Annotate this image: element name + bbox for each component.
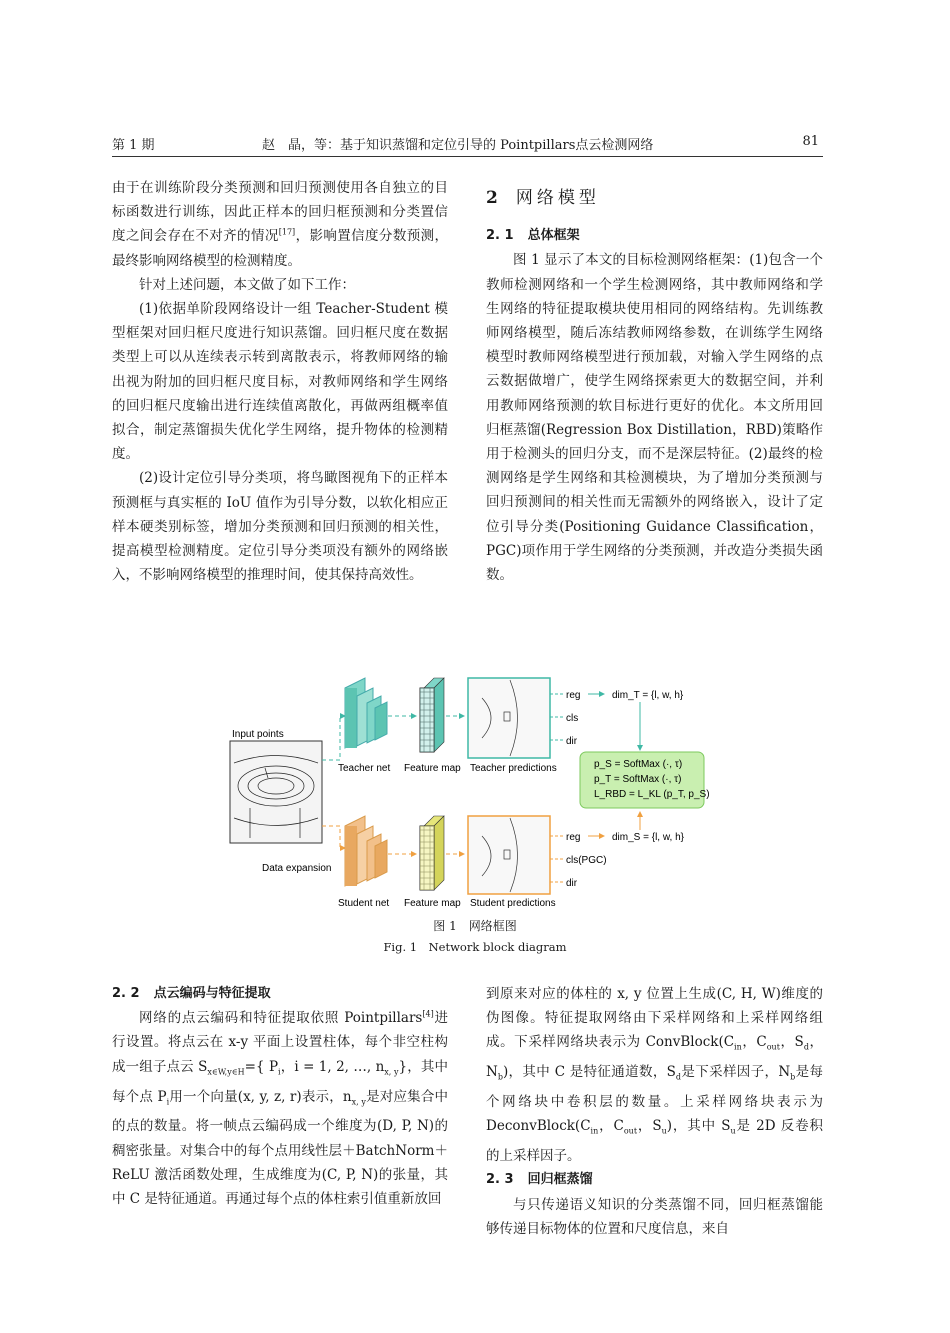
running-title: 赵 晶，等：基于知识蒸馏和定位引导的 Pointpillars点云检测网络 [262, 138, 654, 153]
citation: [17] [278, 227, 296, 237]
teacher-predictions-image [468, 678, 550, 758]
paragraph: 针对上述问题，本文做了如下工作： [139, 276, 355, 293]
subsection-heading: 2. 2 点云编码与特征提取 [112, 986, 271, 1001]
input-points-image [230, 741, 322, 843]
paragraph: 网络的点云编码和特征提取依照 Pointpillars[4]进行设置。将点云在 x-y 平面上设置柱体，每个非空柱构成一组子点云 $S_{x\in W,y\in H}=${ $P_i$，i = 1, 2, …, $n_{x, y}$}，其中每个点 $P_i$用一个向量(x, y, z, r)表示，$n_{x, y}$是对应集合中的点的数量。将一帧点云编码成一个维度为(D, P, N)的稠密张量。对集合中的每个点用线性层＋BatchNorm＋ReLU 激活函数处理，生成维度为(C, P, N)的张量，其中 C 是特征通道。再通过每个点的体柱索引值重新放回 [112, 1009, 449, 1207]
student-predictions-image [468, 816, 550, 894]
teacher-feature-map [420, 678, 444, 752]
student-net-block [345, 816, 387, 886]
subsection-heading: 2. 3 回归框蒸馏 [486, 1172, 593, 1188]
paragraph: 与只传递语义知识的分类蒸馏不同，回归框蒸馏能够传递目标物体的位置和尺度信息，来自 [486, 1196, 823, 1237]
data-expansion-label: Data expansion [262, 863, 332, 874]
paragraph: 图 1 显示了本文的目标检测网络框架：(1)包含一个教师检测网络和一个学生检测网络，其中教师网络和学生网络的特征提取模块使用相同的网络结构。先训练教师网络模型，随后冻结教师网络参数，在训练学生网络模型时教师网络模型进行预加载，对输入学生网络的点云数据做增广，使学生网络探索更大的数据空间，并利用教师网络预测的软目标进行更好的优化。本文所用回归框蒸馏(Regression Box Distillation，RBD)策略作用于检测头的回归分支，而不是深层特征。(2)最终的检测网络是学生网络和其检测模块，为了增加分类预测与回归预测间的相关性而无需额外的网络嵌入，设计了定位引导分类(Positioning Guidance Classification，PGC)项作用于学生网络的分类预测，并改造分类损失函数。 [486, 252, 823, 584]
teacher-predictions-label: Teacher predictions [470, 763, 557, 774]
figure-caption-cn: 图 1 网络框图 [433, 919, 517, 933]
eq-student-softmax: p_S = SoftMax (·, τ) [594, 759, 683, 770]
teacher-net-label: Teacher net [338, 763, 391, 774]
subsection-heading: 2. 1 总体框架 [486, 228, 580, 244]
left-column [112, 176, 448, 587]
section-heading: 2 网络模型 [486, 188, 600, 208]
paragraph: 到原来对应的体柱的 x, y 位置上生成(C, H, W)维度的伪图像。特征提取网络由下采样网络和上采样网络组成。下采样网络块表示为 $ConvBlock(C_{in}$，$C_{out}$，$S_d$，$N_b$)，其中 C 是特征通道数，$S_d$是下采样因子，$N_b$是每个网络块中卷积层的数量。上采样网络块表示为 $DeconvBlock(C_{in}$，$C_{out}$，$S_u$)，其中 $S_u$是 2D 反卷积的上采样因子。 [486, 986, 824, 1165]
teacher-dir-label: dir [566, 736, 578, 747]
teacher-dim-label: dim_T = {l, w, h} [612, 690, 684, 701]
student-feature-map-label: Feature map [404, 898, 461, 909]
page-header [112, 134, 823, 157]
right-column [486, 176, 823, 587]
paragraph: (2)设计定位引导分类项，将鸟瞰图视角下的正样本预测框与真实框的 IoU 值作为引导分数，以软化相应正样本硬类别标签，增加分类预测和回归预测的相关性，提高模型检测精度。定位引导分类项没有额外的网络嵌入，不影响网络模型的推理时间，使其保持高效性。 [112, 470, 448, 584]
eq-rbd-loss: L_RBD = L_KL (p_T, p_S) [594, 789, 710, 800]
student-predictions-label: Student predictions [470, 898, 556, 909]
eq-teacher-softmax: p_T = SoftMax (·, τ) [594, 774, 682, 785]
citation: [4] [422, 1009, 434, 1019]
figure-caption-en: Fig. 1 Network block diagram [383, 940, 567, 954]
teacher-cls-label: cls [566, 713, 579, 724]
teacher-net-block [345, 678, 387, 748]
page-number: 81 [802, 134, 819, 149]
student-net-label: Student net [338, 898, 390, 909]
issue-label: 第 1 期 [112, 138, 155, 153]
student-cls-pgc-label: cls(PGC) [566, 855, 607, 866]
student-feature-map [420, 816, 444, 890]
bottom-right-column [486, 982, 823, 1241]
bottom-left-column [112, 982, 448, 1211]
input-points-label: Input points [232, 729, 284, 740]
student-reg-label: reg [566, 832, 581, 843]
network-diagram [220, 668, 720, 913]
student-dim-label: dim_S = {l, w, h} [612, 832, 684, 843]
student-dir-label: dir [566, 878, 578, 889]
paragraph: (1)依据单阶段网络设计一组 Teacher-Student 模型框架对回归框尺度进行知识蒸馏。回归框尺度在数据类型上可以从连续表示转到离散表示，将教师网络的输出视为附加的回归框尺度目标，对教师网络和学生网络的回归框尺度输出进行连续值离散化，再做两组概率值拟合，制定蒸馏损失优化学生网络，提升物体的检测精度。 [112, 301, 448, 463]
teacher-feature-map-label: Feature map [404, 763, 461, 774]
teacher-reg-label: reg [566, 690, 581, 701]
paragraph: 由于在训练阶段分类预测和回归预测使用各自独立的目标函数进行训练，因此正样本的回归框预测和分类置信度之间会存在不对齐的情况[17]，影响置信度分数预测，最终影响网络模型的检测精度。 [112, 180, 449, 269]
